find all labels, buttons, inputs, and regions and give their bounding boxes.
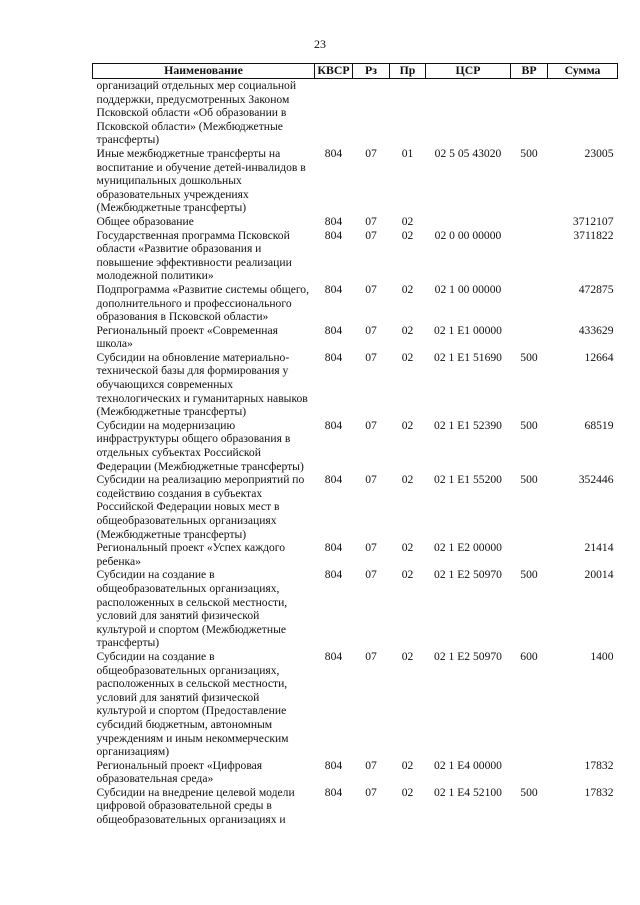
cell-vr <box>511 229 548 283</box>
cell-pr: 02 <box>401 214 414 228</box>
cell-rz: 07 <box>365 568 377 582</box>
cell-csr: 02 1 00 00000 <box>434 282 502 296</box>
cell-name: Субсидии на реализацию мероприятий по содействию создания в субъектах Российской Федерации новых мест в общеобразовательных организациях (Межбюджетные трансферты) <box>96 473 305 541</box>
cell-vr: 500 <box>520 350 538 364</box>
cell-sum: 1400 <box>590 649 614 663</box>
cell-rz: 07 <box>365 228 377 242</box>
table-row <box>93 147 618 215</box>
cell-csr: 02 1 E2 50970 <box>434 649 502 663</box>
cell-sum: 20014 <box>584 568 614 582</box>
cell-name: Региональный проект «Успех каждого ребенка» <box>96 541 286 568</box>
cell-name: Общее образование <box>96 214 194 228</box>
table-header-row <box>93 64 618 79</box>
cell-vr <box>511 541 548 568</box>
cell-sum: 472875 <box>578 282 614 296</box>
cell-vr <box>511 215 548 229</box>
cell-pr: 02 <box>401 541 414 555</box>
cell-csr <box>426 215 511 229</box>
table-row <box>93 324 618 351</box>
column-header-vr: ВР <box>511 64 548 79</box>
cell-vr <box>511 759 548 786</box>
cell-sum: 3711822 <box>573 228 614 242</box>
cell-pr: 02 <box>401 282 414 296</box>
cell-name: Субсидии на модернизацию инфраструктуры общего образования в отдельных субъектах Российской Федерации (Межбюджетные трансферты) <box>96 418 304 473</box>
cell-sum: 433629 <box>578 323 614 337</box>
table-row <box>93 351 618 419</box>
cell-pr <box>390 79 426 147</box>
budget-table <box>92 63 618 827</box>
cell-rz: 07 <box>365 758 377 772</box>
column-header-csr: ЦСР <box>426 64 511 79</box>
cell-kvsr: 804 <box>324 323 343 337</box>
cell-sum: 17832 <box>584 785 614 799</box>
cell-kvsr: 804 <box>324 228 343 242</box>
cell-name: Субсидии на создание в общеобразовательных организациях, расположенных в сельской местности, условий для занятий физической культурой и спортом (Межбюджетные трансферты) <box>96 568 288 650</box>
cell-rz: 07 <box>365 282 377 296</box>
table-row <box>93 229 618 283</box>
cell-kvsr: 804 <box>324 649 343 663</box>
cell-csr: 02 1 E1 55200 <box>434 473 502 487</box>
cell-pr: 02 <box>401 418 414 432</box>
cell-pr: 02 <box>401 758 414 772</box>
cell-rz: 07 <box>365 350 377 364</box>
cell-rz: 07 <box>365 323 377 337</box>
column-header-pr: Пр <box>390 64 426 79</box>
table-row <box>93 473 618 541</box>
cell-pr: 02 <box>401 785 414 799</box>
column-header-sum: Сумма <box>548 64 618 79</box>
table-row <box>93 215 618 229</box>
cell-rz: 07 <box>365 785 377 799</box>
table-row <box>93 650 618 759</box>
cell-name: Субсидии на внедрение целевой модели цифровой образовательной среды в общеобразовательных организациях и <box>96 785 295 827</box>
cell-csr: 02 1 E2 00000 <box>434 541 502 555</box>
cell-kvsr <box>315 79 353 147</box>
cell-kvsr: 804 <box>324 473 343 487</box>
cell-vr: 600 <box>520 649 538 663</box>
cell-rz: 07 <box>365 473 377 487</box>
table-row <box>93 759 618 786</box>
cell-rz <box>353 79 390 147</box>
cell-rz: 07 <box>365 649 377 663</box>
cell-kvsr: 804 <box>324 214 343 228</box>
cell-name: Государственная программа Псковской области «Развитие образования и повышение эффективности реализации молодежной политики» <box>96 228 292 283</box>
cell-pr: 02 <box>401 350 414 364</box>
cell-sum: 352446 <box>578 473 614 487</box>
cell-csr: 02 0 00 00000 <box>434 228 502 242</box>
cell-sum: 12664 <box>584 350 614 364</box>
cell-csr: 02 1 E4 52100 <box>434 785 502 799</box>
table-body <box>93 79 618 827</box>
table-row <box>93 79 618 147</box>
column-header-rz: Рз <box>353 64 390 79</box>
cell-name: Региональный проект «Современная школа» <box>96 323 278 351</box>
cell-kvsr: 804 <box>324 146 343 160</box>
table-row <box>93 568 618 650</box>
cell-kvsr: 804 <box>324 541 343 555</box>
cell-kvsr: 804 <box>324 418 343 432</box>
cell-name: Подпрограмма «Развитие системы общего, дополнительного и профессионального образования в Псковской области» <box>96 282 309 324</box>
cell-kvsr: 804 <box>324 350 343 364</box>
cell-sum: 21414 <box>584 541 614 555</box>
column-header-kvsr: КВСР <box>315 64 353 79</box>
cell-sum: 17832 <box>584 758 614 772</box>
cell-rz: 07 <box>365 146 377 160</box>
cell-sum <box>548 79 618 147</box>
cell-name: Субсидии на создание в общеобразовательных организациях, расположенных в сельской местности, условий для занятий физической культурой и спортом (Предоставление субсидий бюджетным, автономным учреждениям и иным некоммерческим организациям) <box>96 649 289 759</box>
cell-csr: 02 1 E4 00000 <box>434 758 502 772</box>
cell-pr: 02 <box>401 568 414 582</box>
cell-rz: 07 <box>365 214 377 228</box>
cell-vr <box>511 79 548 147</box>
table-row <box>93 786 618 827</box>
cell-rz: 07 <box>365 541 377 555</box>
cell-pr: 01 <box>401 146 414 160</box>
cell-vr: 500 <box>520 146 538 160</box>
cell-vr: 500 <box>520 785 538 799</box>
cell-sum: 3712107 <box>572 214 614 228</box>
cell-name: Региональный проект «Цифровая образовательная среда» <box>96 758 263 786</box>
cell-rz: 07 <box>365 418 377 432</box>
table-row <box>93 283 618 324</box>
cell-csr: 02 1 E1 00000 <box>434 323 502 337</box>
cell-name: организаций отдельных мер социальной поддержки, предусмотренных Законом Псковской области «Об образовании в Псковской области» (Межбюджетные трансферты) <box>96 79 297 147</box>
cell-kvsr: 804 <box>324 568 343 582</box>
cell-vr <box>511 283 548 324</box>
cell-pr: 02 <box>401 473 414 487</box>
cell-name: Субсидии на обновление материально-технической базы для формирования у обучающихся современных технологических и гуманитарных навыков (Межбюджетные трансферты) <box>96 350 308 419</box>
cell-kvsr: 804 <box>324 758 343 772</box>
table-row <box>93 541 618 568</box>
cell-sum: 68519 <box>584 418 614 432</box>
cell-csr: 02 1 E2 50970 <box>434 568 502 582</box>
cell-csr: 02 1 E1 52390 <box>434 418 502 432</box>
cell-kvsr: 804 <box>324 282 343 296</box>
column-header-name: Наименование <box>93 64 315 79</box>
table-row <box>93 419 618 473</box>
cell-vr: 500 <box>520 473 538 487</box>
cell-vr <box>511 324 548 351</box>
cell-kvsr: 804 <box>324 785 343 799</box>
cell-pr: 02 <box>401 228 414 242</box>
cell-pr: 02 <box>401 323 414 337</box>
cell-csr <box>426 79 511 147</box>
cell-name: Иные межбюджетные трансферты на воспитание и обучение детей-инвалидов в муниципальных дошкольных образовательных учреждениях (Межбюджетные трансферты) <box>96 146 306 215</box>
cell-csr: 02 5 05 43020 <box>434 146 502 160</box>
cell-pr: 02 <box>401 649 414 663</box>
cell-vr: 500 <box>520 418 538 432</box>
page-number: 23 <box>314 37 326 51</box>
cell-vr: 500 <box>520 568 538 582</box>
cell-csr: 02 1 E1 51690 <box>434 350 502 364</box>
cell-sum: 23005 <box>584 146 614 160</box>
